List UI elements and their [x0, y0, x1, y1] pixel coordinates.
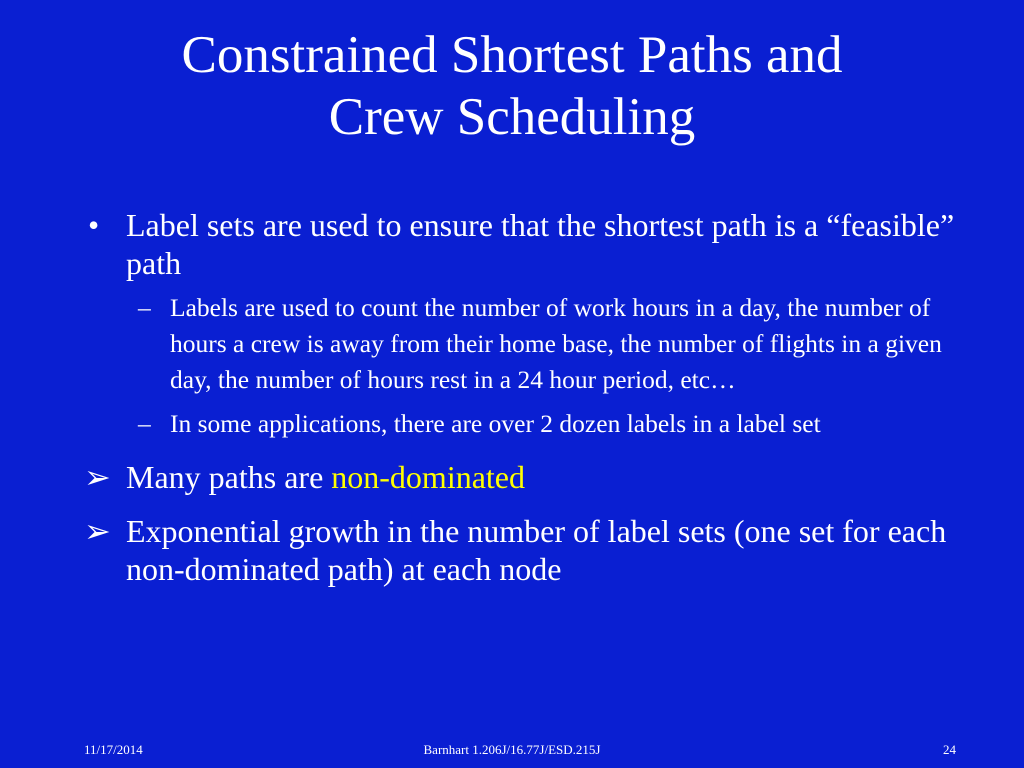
footer-page-number: 24: [943, 742, 956, 757]
bullet-exponential-growth: [84, 512, 964, 588]
bullet-text: Exponential growth in the number of label sets (one set for each non-dominated path) at each node: [126, 513, 947, 587]
dash-icon: –: [138, 293, 151, 322]
sub-bullet-applications: [84, 406, 964, 442]
bullet-dot-icon: •: [88, 207, 100, 243]
sub-bullet-text: Labels are used to count the number of work hours in a day, the number of hours a crew is away from their home base, the number of flights in a given day, the number of hours rest in a 24 hour period, etc…: [170, 293, 942, 394]
bullet-label-sets: [84, 206, 964, 282]
arrow-bullet-icon: ➢: [84, 513, 111, 549]
dash-icon: –: [138, 409, 151, 438]
sub-bullet-text: In some applications, there are over 2 dozen labels in a label set: [170, 409, 821, 438]
bullet-non-dominated: [84, 458, 964, 496]
slide-title-line-2: Crew Scheduling: [328, 88, 696, 146]
arrow-bullet-icon: ➢: [84, 459, 111, 495]
bullet-text: Many paths are: [126, 459, 332, 495]
footer-course: Barnhart 1.206J/16.77J/ESD.215J: [423, 742, 601, 757]
slide-title-line-1: Constrained Shortest Paths and: [181, 26, 843, 84]
bullet-text: Label sets are used to ensure that the shortest path is a “feasible” path: [126, 207, 955, 281]
sub-bullet-labels-count: [84, 290, 964, 398]
highlighted-term: non-dominated: [331, 459, 525, 495]
slide-title: [60, 24, 964, 148]
footer-date: 11/17/2014: [84, 742, 143, 757]
slide-body: [84, 206, 964, 588]
